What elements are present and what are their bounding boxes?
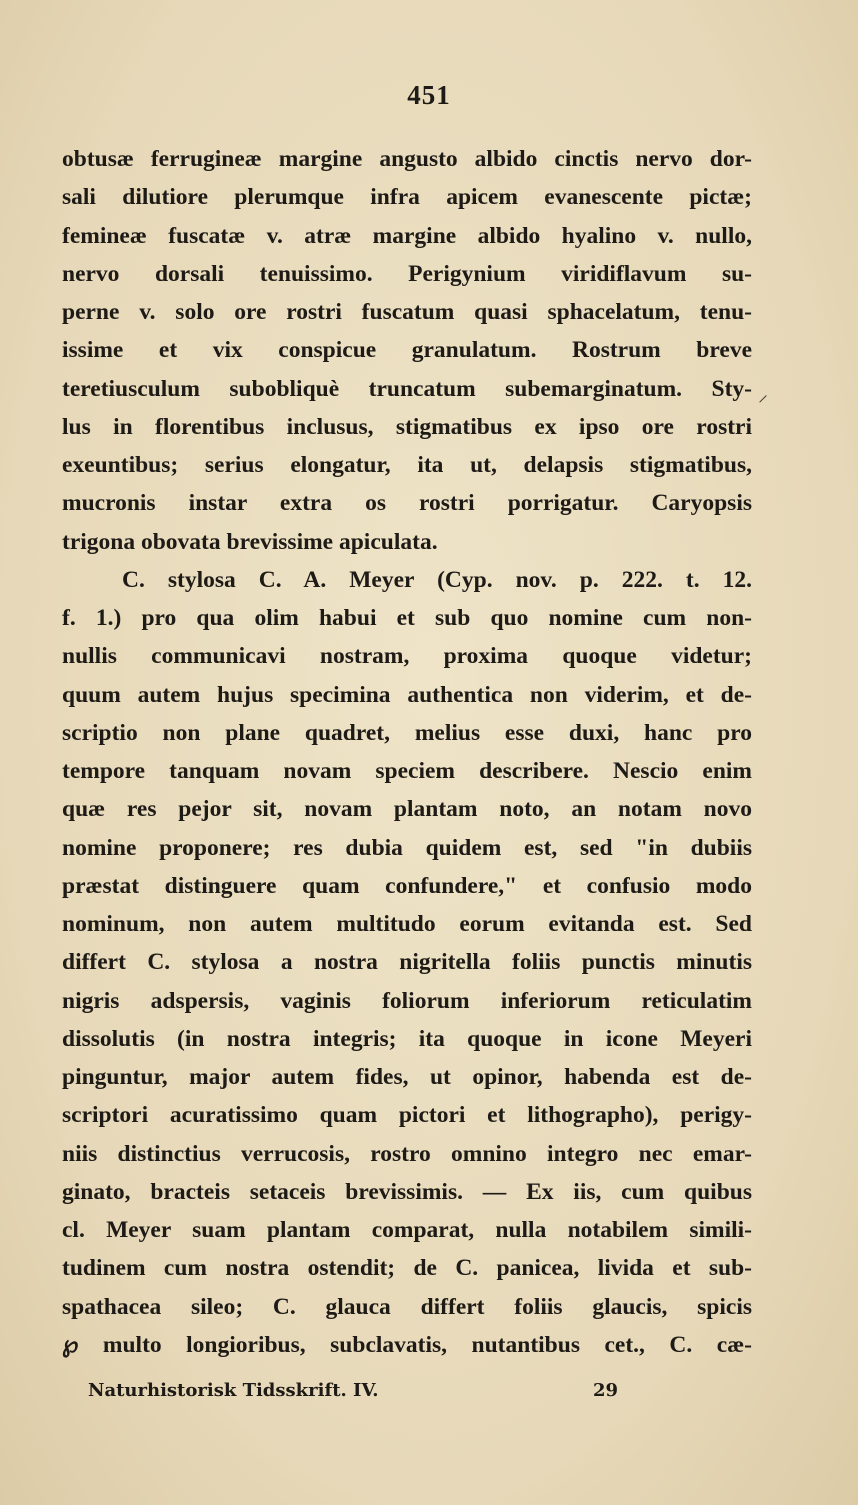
text-line: perne v. solo ore rostri fuscatum quasi sphacelatum, tenu-	[62, 299, 752, 325]
text-line: scriptio non plane quadret, melius esse duxi, hanc pro	[62, 719, 752, 746]
text-line: nervo dorsali tenuissimo. Perigynium viridiflavum su-	[62, 260, 752, 287]
text-line: præstat distinguere quam confundere," et confusio modo	[62, 872, 752, 899]
text-line: niis distinctius verrucosis, rostro omnino integro nec emar-	[62, 1140, 752, 1167]
journal-signature: Naturhistorisk Tidsskrift. IV.	[88, 1380, 379, 1401]
text-line: issime et vix conspicue granulatum. Rostrum breve	[62, 337, 752, 364]
margin-mark: ⸝	[758, 384, 768, 406]
text-line: scriptori acuratissimo quam pictori et lithographo), perigy-	[62, 1102, 752, 1129]
text-line: obtusæ ferrugineæ margine angusto albido cinctis nervo dor-	[62, 146, 752, 172]
text-line: sali dilutiore plerumque infra apicem evanescente pictæ;	[62, 184, 752, 211]
text-line: ℘ multo longioribus, subclavatis, nutantibus cet., C. cæ-	[62, 1331, 752, 1358]
text-line: quum autem hujus specimina authentica non viderim, et de-	[62, 681, 752, 708]
text-line: pinguntur, major autem fides, ut opinor, habenda est de-	[62, 1064, 752, 1090]
text-line: nomine proponere; res dubia quidem est, sed "in dubiis	[62, 834, 752, 861]
text-line: mucronis instar extra os rostri porrigatur. Caryopsis	[62, 490, 752, 517]
text-line: tempore tanquam novam speciem describere. Nescio enim	[62, 758, 752, 784]
page-number: 451	[407, 80, 451, 110]
text-line: spathacea sileo; C. glauca differt foliis glaucis, spicis	[62, 1293, 752, 1320]
text-line: C. stylosa C. A. Meyer (Cyp. nov. p. 222. t. 12.	[122, 566, 752, 593]
text-line: exeuntibus; serius elongatur, ita ut, delapsis stigmatibus,	[62, 452, 752, 478]
text-line: trigona obovata brevissime apiculata.	[62, 528, 438, 555]
text-line: tudinem cum nostra ostendit; de C. panicea, livida et sub-	[62, 1255, 752, 1282]
text-line: differt C. stylosa a nostra nigritella foliis punctis minutis	[62, 949, 752, 976]
text-line: nigris adspersis, vaginis foliorum inferiorum reticulatim	[62, 987, 752, 1014]
text-line: cl. Meyer suam plantam comparat, nulla notabilem simili-	[62, 1217, 752, 1243]
text-line: nominum, non autem multitudo eorum evitanda est. Sed	[62, 911, 752, 937]
text-line: nullis communicavi nostram, proxima quoque videtur;	[62, 643, 752, 670]
text-line: femineæ fuscatæ v. atræ margine albido hyalino v. nullo,	[62, 222, 752, 249]
signature-number: 29	[593, 1380, 619, 1401]
text-line: ginato, bracteis setaceis brevissimis. — Ex iis, cum quibus	[62, 1178, 752, 1205]
text-line: lus in florentibus inclusus, stigmatibus ex ipso ore rostri	[62, 413, 752, 440]
text-line: dissolutis (in nostra integris; ita quoque in icone Meyeri	[62, 1025, 752, 1052]
text-line: teretiusculum subobliquè truncatum subemarginatum. Sty-	[62, 375, 752, 402]
text-line: f. 1.) pro qua olim habui et sub quo nomine cum non-	[62, 605, 752, 631]
text-line: quæ res pejor sit, novam plantam noto, an notam novo	[62, 796, 752, 823]
body-text	[62, 140, 752, 1364]
